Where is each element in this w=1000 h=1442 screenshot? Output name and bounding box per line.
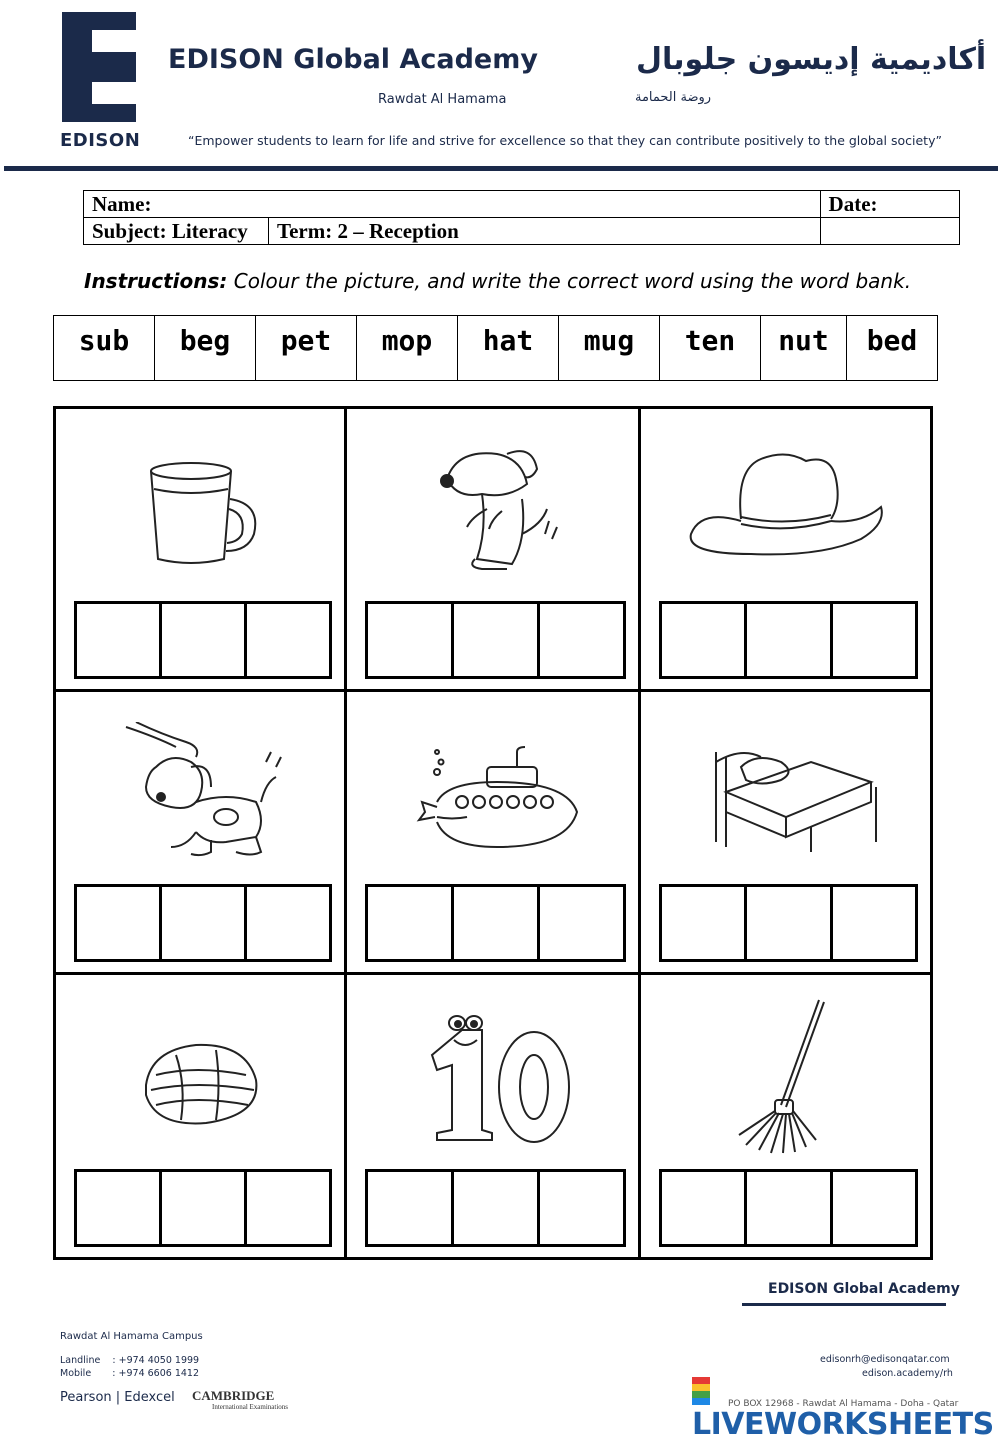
logo-word: EDISON <box>60 130 141 151</box>
picture-cell-mug <box>56 409 347 692</box>
pearson-edexcel-logo: Pearson | Edexcel <box>60 1390 175 1405</box>
answer-boxes <box>659 884 918 962</box>
empty-cell <box>820 218 959 245</box>
letter-box[interactable] <box>247 887 329 959</box>
footer-divider <box>742 1303 946 1306</box>
word-bank-item: pet <box>256 316 357 380</box>
letter-box[interactable] <box>833 887 915 959</box>
contact-email: edisonrh@edisonqatar.com <box>820 1354 950 1365</box>
letter-box[interactable] <box>454 1172 540 1244</box>
letter-box[interactable] <box>368 604 454 676</box>
liveworksheets-text: LIVEWORKSHEETS <box>692 1407 994 1442</box>
letter-box[interactable] <box>247 1172 329 1244</box>
answer-boxes <box>74 601 332 679</box>
mop-icon <box>731 995 841 1155</box>
letter-box[interactable] <box>368 887 454 959</box>
campus-arabic: روضة الحمامة <box>635 90 712 105</box>
cambridge-subtitle: International Examinations <box>212 1403 289 1411</box>
picture-cell-mop <box>641 975 930 1257</box>
word-bank-item: nut <box>761 316 847 380</box>
campus-english: Rawdat Al Hamama <box>378 92 507 107</box>
word-bank-item: bed <box>866 324 918 357</box>
hat-icon <box>681 449 891 559</box>
word-bank-item: mug <box>559 316 660 380</box>
letter-box[interactable] <box>247 604 329 676</box>
picture-cell-submarine <box>347 692 641 975</box>
landline: Landline : +974 4050 1999 <box>60 1355 200 1366</box>
term-cell: Term: 2 – Reception <box>269 218 821 245</box>
letter-box[interactable] <box>162 604 247 676</box>
picture-cell-nut <box>56 975 347 1257</box>
letter-box[interactable] <box>454 604 540 676</box>
answer-boxes <box>365 601 626 679</box>
edison-logo <box>62 12 136 122</box>
word-bank <box>53 315 938 381</box>
school-name-arabic: أكاديمية إديسون جلوبال <box>636 42 987 77</box>
answer-boxes <box>659 1169 918 1247</box>
name-field[interactable]: Name: <box>84 191 821 218</box>
liveworksheets-logo[interactable] <box>692 1372 1000 1442</box>
word-bank-item: ten <box>660 316 761 380</box>
word-bank-item: beg <box>155 316 256 380</box>
letter-box[interactable] <box>662 1172 747 1244</box>
letter-box[interactable] <box>540 1172 623 1244</box>
mug-icon <box>146 459 266 569</box>
instructions-label: Instructions: <box>84 269 228 293</box>
mobile: Mobile : +974 6606 1412 <box>60 1368 200 1379</box>
answer-boxes <box>74 884 332 962</box>
subject-cell: Subject: Literacy <box>84 218 269 245</box>
campus-label: Rawdat Al Hamama Campus <box>60 1331 203 1342</box>
picture-cell-bed <box>641 692 930 975</box>
word-bank-item: hat <box>458 316 559 380</box>
letter-box[interactable] <box>747 604 832 676</box>
instructions <box>84 269 911 293</box>
word-bank-item: mop <box>357 316 458 380</box>
letter-box[interactable] <box>77 887 162 959</box>
letter-box[interactable] <box>454 887 540 959</box>
letter-box[interactable] <box>747 887 832 959</box>
submarine-icon <box>407 742 587 862</box>
number-ten-icon <box>422 1015 572 1145</box>
letter-box[interactable] <box>162 887 247 959</box>
picture-cell-dog-begging <box>347 409 641 692</box>
letter-box[interactable] <box>162 1172 247 1244</box>
letter-box[interactable] <box>662 887 747 959</box>
live-icon <box>692 1377 710 1405</box>
begging-dog-icon <box>427 439 567 574</box>
pet-dog-icon <box>116 722 286 862</box>
answer-boxes <box>365 884 626 962</box>
bed-icon <box>701 732 891 852</box>
nut-icon <box>136 1035 266 1130</box>
po-box: PO BOX 12968 - Rawdat Al Hamama - Doha - Qatar <box>728 1399 959 1409</box>
footer-school-name: EDISON Global Academy <box>768 1281 960 1297</box>
letter-box[interactable] <box>833 604 915 676</box>
letter-box[interactable] <box>662 604 747 676</box>
letter-box[interactable] <box>747 1172 832 1244</box>
website: edison.academy/rh <box>862 1368 953 1379</box>
letter-box[interactable] <box>368 1172 454 1244</box>
picture-cell-hat <box>641 409 930 692</box>
letter-box[interactable] <box>77 1172 162 1244</box>
picture-cell-ten <box>347 975 641 1257</box>
picture-grid <box>53 406 933 1260</box>
word-bank-item: sub <box>54 316 155 380</box>
student-info-table <box>83 190 960 245</box>
date-field[interactable]: Date: <box>820 191 959 218</box>
letter-box[interactable] <box>77 604 162 676</box>
school-motto: “Empower students to learn for life and strive for excellence so that they can contribute positively to the global society” <box>188 133 942 148</box>
answer-boxes <box>74 1169 332 1247</box>
header-divider <box>4 166 998 171</box>
instructions-text: Colour the picture, and write the correct word using the word bank. <box>227 269 912 293</box>
picture-cell-pet-dog <box>56 692 347 975</box>
answer-boxes <box>365 1169 626 1247</box>
letter-box[interactable] <box>540 604 623 676</box>
answer-boxes <box>659 601 918 679</box>
letter-box[interactable] <box>833 1172 915 1244</box>
letter-box[interactable] <box>540 887 623 959</box>
cambridge-logo: CAMBRIDGE <box>192 1388 275 1403</box>
school-name-english: EDISON Global Academy <box>168 44 538 75</box>
